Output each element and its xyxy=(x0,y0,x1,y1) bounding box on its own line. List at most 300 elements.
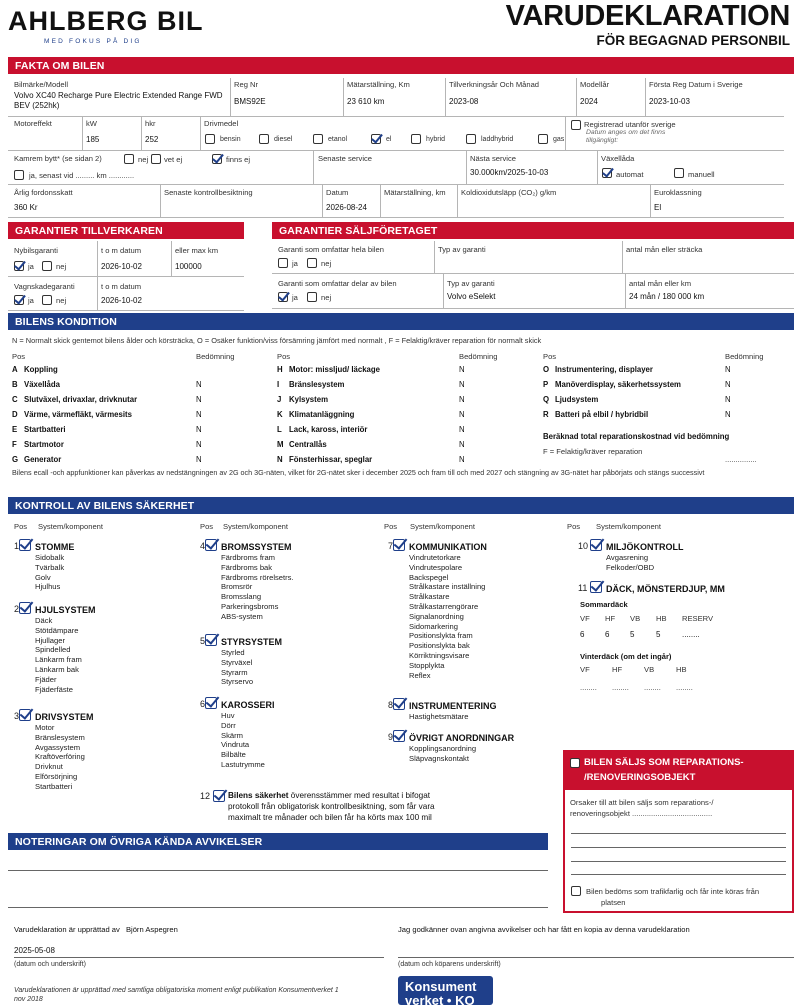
vagn-tom-value: 2026-10-02 xyxy=(101,296,142,305)
kondition-item-p xyxy=(543,380,681,389)
besiktning-datum-label: Datum xyxy=(326,188,349,197)
sak-7-title: KOMMUNIKATION xyxy=(409,542,487,552)
reparation-title1: BILEN SÄLJS SOM REPARATIONS- xyxy=(584,757,744,768)
sak-12-bold: Bilens säkerhet xyxy=(228,791,289,800)
euroklass-value: El xyxy=(654,203,662,212)
automat-label: automat xyxy=(616,170,644,179)
reparation-title2: /RENOVERINGSOBJEKT xyxy=(584,772,696,783)
sak-sys1: System/komponent xyxy=(38,522,103,531)
vagn-ja-checkbox[interactable] xyxy=(14,295,24,305)
garanti-saljforetaget-heading: GARANTIER SÄLJFÖRETAGET xyxy=(272,222,794,239)
vagnskade-label: Vagnskadegaranti xyxy=(14,282,75,291)
sak-4-item: Färdbroms fram xyxy=(221,553,276,562)
forsta-reg-value: 2023-10-03 xyxy=(649,97,690,106)
kondition-value-b: N xyxy=(196,380,202,389)
kondition-text: Startbatteri xyxy=(24,425,66,434)
kondition-value-m: N xyxy=(459,440,465,449)
kondition-value-f: N xyxy=(196,440,202,449)
kondition-letter: P xyxy=(543,380,549,389)
godkanner-text: Jag godkänner ovan angivna avvikelser och har fått en kopia av denna varudeklaration xyxy=(398,925,690,934)
sak-10-item: Felkoder/OBD xyxy=(606,562,655,572)
document-subtitle: FÖR BEGAGNAD PERSONBIL xyxy=(596,33,790,48)
regnr-value: BMS92E xyxy=(234,97,266,106)
kondition-value-q: N xyxy=(725,395,731,404)
trafikfarlig-checkbox[interactable] xyxy=(571,886,581,896)
sommardack-val-reserv: ........ xyxy=(682,630,700,639)
kondition-note: Bilens ecall -och appfunktioner kan påverkas av nedstängningen av 2G och 3G-näten, vilket för 2G-nätet sker i december 2025 och fram till och med 2027 och stängning av 3G-nätet har påbörjats och stängs successivt xyxy=(12,468,705,477)
kamrem-nej-checkbox[interactable] xyxy=(124,154,134,164)
besiktning-datum-value: 2026-08-24 xyxy=(326,203,367,212)
kondition-text: Kylsystem xyxy=(289,395,329,404)
matarstallning-value: 23 610 km xyxy=(347,97,385,106)
kondition-bed2: Bedömning xyxy=(459,352,498,361)
sommardack-val-hb: 5 xyxy=(656,630,661,639)
publikation-text1: Varudeklarationen är upprättad med samtliga obligatoriska moment enligt publikation Konsumentverket 1 xyxy=(14,987,339,994)
kondition-item-l xyxy=(277,425,367,434)
sak-5-checkbox[interactable] xyxy=(205,634,217,646)
sak-7-item: Strålkastare xyxy=(409,592,450,602)
sak-3-number: 3 xyxy=(14,711,20,721)
kondition-value-e: N xyxy=(196,425,202,434)
kondition-text: Motor: missljud/ läckage xyxy=(289,365,380,374)
sak-2-item: Hjullager xyxy=(35,635,65,645)
kondition-pos3: Pos xyxy=(543,352,557,361)
hela-ja-label: ja xyxy=(292,259,298,268)
kondition-letter: B xyxy=(12,380,18,389)
kondition-letter: I xyxy=(277,380,280,389)
datum-anges-note: Datum anges om det finns tillgängligt: xyxy=(586,129,666,144)
kv-line1: Konsument xyxy=(405,979,477,994)
kondition-pos2: Pos xyxy=(277,352,291,361)
hk-value: 252 xyxy=(145,135,159,144)
sak-1-checkbox[interactable] xyxy=(19,539,31,551)
manuell-label: manuell xyxy=(688,170,715,179)
kondition-letter: D xyxy=(12,410,18,419)
sommardack-col-hb: HB xyxy=(656,614,667,623)
vinterdack-col-vf: VF xyxy=(580,665,590,674)
sak-1-title: STOMME xyxy=(35,542,75,552)
sak-2-title: HJULSYSTEM xyxy=(35,605,96,615)
vinterdack-label: Vinterdäck (om det ingår) xyxy=(580,652,672,661)
publikation-text2: nov 2018 xyxy=(14,996,43,1003)
antal-man2-label: antal mån eller km xyxy=(629,279,692,288)
sak-4-checkbox[interactable] xyxy=(205,539,217,551)
fuel-bensin-checkbox[interactable] xyxy=(205,134,215,144)
upprattad-signature-line[interactable] xyxy=(14,957,384,958)
kondition-pos1: Pos xyxy=(12,352,26,361)
vinterdack-col-hb: HB xyxy=(676,665,687,674)
sak-2-item: Fjäder xyxy=(35,674,57,684)
kontrollbesiktning-label: Senaste kontrollbesiktning xyxy=(164,188,253,197)
total-kostnad-label: Beräknad total reparationskostnad vid bedömning xyxy=(543,432,730,441)
sak-8-item: Hastighetsmätare xyxy=(409,712,469,721)
kondition-item-h xyxy=(277,365,380,374)
model-label: Bilmärke/Modell xyxy=(14,80,69,89)
manuell-checkbox[interactable] xyxy=(674,168,684,178)
sak-10-item: Avgasrening xyxy=(606,553,649,562)
sakerhet-heading: KONTROLL AV BILENS SÄKERHET xyxy=(8,497,794,514)
kondition-value-n: N xyxy=(459,455,465,464)
vinterdack-col-vb: VB xyxy=(644,665,655,674)
kondition-letter: M xyxy=(277,440,284,449)
kondition-value-l: N xyxy=(459,425,465,434)
tillverkning-value: 2023-08 xyxy=(449,97,479,106)
sak-6-item: Lastutrymme xyxy=(221,760,265,769)
sak-3-checkbox[interactable] xyxy=(19,709,31,721)
vinterdack-val-hf: ........ xyxy=(612,683,629,692)
upprattad-text: Varudeklaration är upprättad av xyxy=(14,925,120,934)
sak-2-item: Spindelled xyxy=(35,645,71,655)
vinterdack-val-hb: ........ xyxy=(676,683,693,692)
vinterdack-val-vb: ........ xyxy=(644,683,661,692)
fuel-bensin-label: bensin xyxy=(220,136,241,143)
kondition-letter: Q xyxy=(543,395,550,404)
sak-3-item: Bränslesystem xyxy=(35,732,85,742)
sak-11-title: DÄCK, MÖNSTERDJUP, MM xyxy=(606,584,725,594)
section-fakta-heading: FAKTA OM BILEN xyxy=(8,57,794,74)
kondition-item-k xyxy=(277,410,354,419)
sak-7-item: Stopplykta xyxy=(409,660,445,670)
orsak-line-3 xyxy=(571,861,786,862)
sak-4-item: Parkeringsbroms xyxy=(221,602,279,611)
kondition-item-j xyxy=(277,395,328,404)
sak-5-title: STYRSYSTEM xyxy=(221,637,283,647)
reparation-checkbox[interactable] xyxy=(570,758,580,768)
registrerad-utanfor-label: Registrerad utanför sverige xyxy=(584,120,676,129)
fuel-diesel-checkbox[interactable] xyxy=(259,134,269,144)
regnr-label: Reg Nr xyxy=(234,80,259,89)
sak-3-item: Avgassystem xyxy=(35,742,81,752)
kondition-text: Värme, värmefläkt, värmesits xyxy=(24,410,132,419)
sak-pos2: Pos xyxy=(200,522,214,531)
sak-8-checkbox[interactable] xyxy=(393,698,405,710)
noteringar-line-2[interactable] xyxy=(8,907,548,908)
delar-ja-label: ja xyxy=(292,293,298,302)
delar-nej-checkbox[interactable] xyxy=(307,292,317,302)
nybilsgaranti-label: Nybilsgaranti xyxy=(14,246,58,255)
hela-nej-checkbox[interactable] xyxy=(307,258,317,268)
sak-1-number: 1 xyxy=(14,541,20,551)
kondition-letter: A xyxy=(12,365,18,374)
sak-7-item: Vindrutetorkare xyxy=(409,553,461,562)
kondition-text: Lack, kaross, interiör xyxy=(289,425,368,434)
sak-6-number: 6 xyxy=(200,699,206,709)
sak-4-item: Färdbroms rörelsetrs. xyxy=(221,572,294,582)
sak-7-item: Strålkastare inställning xyxy=(409,582,486,592)
kondition-item-q xyxy=(543,395,598,404)
typ-garanti-label: Typ av garanti xyxy=(438,245,486,254)
automat-checkbox[interactable] xyxy=(602,168,612,178)
kondition-letter: H xyxy=(277,365,283,374)
kondition-text: Startmotor xyxy=(24,440,64,449)
orsak-line-2 xyxy=(571,847,786,848)
sak-2-item: Fjäderfäste xyxy=(35,684,73,694)
fuel-hybrid-checkbox[interactable] xyxy=(411,134,421,144)
matarstallning2-label: Mätarställning, km xyxy=(384,188,446,197)
document-title: VARUDEKLARATION xyxy=(505,0,790,32)
kamrem-nej-label: nej xyxy=(138,155,149,164)
sak-12-text1 xyxy=(228,791,430,800)
kondition-text: Växellåda xyxy=(24,380,60,389)
registrerad-utanfor-checkbox[interactable] xyxy=(571,120,581,130)
kamrem-ja-checkbox[interactable] xyxy=(14,170,24,180)
kondition-value-p: N xyxy=(725,380,731,389)
upprattad-name: Björn Aspegren xyxy=(125,925,178,934)
sak-12-text3: maximalt tre månader och bilen får ha körts max 100 mil xyxy=(228,813,432,822)
kondition-item-c xyxy=(12,395,137,404)
sak-5-item: Styrled xyxy=(221,648,245,657)
logo-tagline: MED FOKUS PÅ DIG xyxy=(44,38,142,45)
delar-nej-label: nej xyxy=(321,293,332,302)
sak-6-item: Huv xyxy=(221,711,235,720)
orsak-label2: renoveringsobjekt ...................................... xyxy=(570,809,713,818)
senaste-service-label: Senaste service xyxy=(318,154,373,163)
trafikfarlig-label2: platsen xyxy=(601,898,626,907)
vaxellada-label: Växellåda xyxy=(601,154,635,163)
vagn-nej-checkbox[interactable] xyxy=(42,295,52,305)
sak-3-item: Drivknut xyxy=(35,762,63,772)
kondition-letter: E xyxy=(12,425,18,434)
kopare-underskrift-label: (datum och köparens underskrift) xyxy=(398,961,501,968)
delar-bilen-label: Garanti som omfattar delar av bilen xyxy=(278,279,397,288)
kondition-value-h: N xyxy=(459,365,465,374)
co2-label: Koldioxidutsläpp (CO₂) g/km xyxy=(461,188,557,197)
fuel-etanol-checkbox[interactable] xyxy=(313,134,323,144)
vinterdack-col-hf: HF xyxy=(612,665,623,674)
kamrem-ja-label: ja, senast vid ......... km ............ xyxy=(29,171,135,180)
sak-3-item: Elförsörjning xyxy=(35,772,78,781)
antal-man-label: antal mån eller sträcka xyxy=(626,245,703,254)
kondition-item-r xyxy=(543,410,648,419)
sak-pos4: Pos xyxy=(567,522,581,531)
orsak-label1: Orsaker till att bilen säljs som reparations-/ xyxy=(570,798,714,807)
sak-6-title: KAROSSERI xyxy=(221,700,275,710)
fuel-el-label: el xyxy=(386,136,392,143)
sak-2-number: 2 xyxy=(14,604,20,614)
orsak-line-1 xyxy=(571,833,786,834)
sak-9-title: ÖVRIGT ANORDNINGAR xyxy=(409,733,515,743)
kondition-letter: L xyxy=(277,425,282,434)
sak-4-item: ABS-system xyxy=(221,611,263,621)
fuel-gas-checkbox[interactable] xyxy=(538,134,548,144)
kondition-value-g: N xyxy=(196,455,202,464)
logo-text: AHLBERG BIL xyxy=(8,6,204,36)
hela-nej-label: nej xyxy=(321,259,332,268)
nybil-max-value: 100000 xyxy=(175,262,202,271)
sak-7-item: Positionslykta bak xyxy=(409,641,470,651)
kondition-value-o: N xyxy=(725,365,731,374)
typ-garanti2-value: Volvo eSelekt xyxy=(447,292,496,301)
sak-sys3: System/komponent xyxy=(410,522,475,531)
kondition-text: Bränslesystem xyxy=(289,380,345,389)
kondition-item-o xyxy=(543,365,653,374)
sak-sys2: System/komponent xyxy=(223,522,288,531)
sommardack-col-hf: HF xyxy=(605,614,616,623)
sak-7-number: 7 xyxy=(388,541,394,551)
kondition-letter: K xyxy=(277,410,283,419)
sak-5-number: 5 xyxy=(200,636,206,646)
kondition-legend: N = Normalt skick gentemot bilens ålder och körsträcka, O = Osäker funktion/viss försämring jämfört med normalt , F = Felaktig/kräver reparation för normalt skick xyxy=(12,336,542,345)
tillverkning-label: Tillverkningsår Och Månad xyxy=(449,80,540,89)
vinterdack-val-vf: ........ xyxy=(580,683,597,692)
kondition-letter: N xyxy=(277,455,283,464)
sak-11-checkbox[interactable] xyxy=(590,581,602,593)
kamrem-vetej-label: vet ej xyxy=(164,155,183,164)
reparation-box xyxy=(563,750,794,913)
sak-6-item: Dörr xyxy=(221,720,236,730)
kondition-letter: O xyxy=(543,365,550,374)
kondition-bed1: Bedömning xyxy=(196,352,235,361)
kondition-text: Klimatanläggning xyxy=(289,410,355,419)
orsak-line-4 xyxy=(571,874,786,875)
kondition-text: Slutväxel, drivaxlar, drivknutar xyxy=(24,395,138,404)
sak-6-item: Bilbälte xyxy=(221,750,246,760)
sak-12-checkbox[interactable] xyxy=(213,790,225,802)
kondition-item-i xyxy=(277,380,344,389)
hela-bilen-label: Garanti som omfattar hela bilen xyxy=(278,245,384,254)
nybil-nej-checkbox[interactable] xyxy=(42,261,52,271)
sak-6-checkbox[interactable] xyxy=(205,697,217,709)
sak-10-checkbox[interactable] xyxy=(590,539,602,551)
sak-2-item: Stötdämpare xyxy=(35,625,79,635)
kamrem-finnsej-label: finns ej xyxy=(226,155,251,164)
modellar-value: 2024 xyxy=(580,97,598,106)
fuel-gas-label: gas xyxy=(553,136,565,143)
sak-10-title: MILJÖKONTROLL xyxy=(606,542,684,552)
euroklass-label: Euroklassning xyxy=(654,188,702,197)
sak-3-item: Motor xyxy=(35,723,55,732)
sak-9-number: 9 xyxy=(388,732,394,742)
sak-9-item: Släpvagnskontakt xyxy=(409,753,469,763)
garanti-tillverkaren-heading: GARANTIER TILLVERKAREN xyxy=(8,222,244,239)
sak-2-item: Länkarm fram xyxy=(35,655,82,665)
sak-9-item: Kopplingsanordning xyxy=(409,744,477,753)
kondition-value-d: N xyxy=(196,410,202,419)
sak-1-item: Sidobalk xyxy=(35,553,65,562)
kondition-value-k: N xyxy=(459,410,465,419)
drivmedel-label: Drivmedel xyxy=(204,119,239,128)
kondition-item-e xyxy=(12,425,66,434)
sommardack-label: Sommardäck xyxy=(580,600,628,609)
sak-1-item: Hjulhus xyxy=(35,582,61,592)
fuel-laddhybrid-checkbox[interactable] xyxy=(466,134,476,144)
upprattad-datum: 2025-05-08 xyxy=(14,946,55,955)
kondition-item-g xyxy=(12,455,61,464)
upprattad-label xyxy=(14,925,178,934)
kondition-text: Manöverdisplay, säkerhetssystem xyxy=(555,380,681,389)
kondition-text: Instrumentering, displayer xyxy=(555,365,653,374)
kondition-letter: F xyxy=(12,440,17,449)
nybil-ja-label: ja xyxy=(28,262,34,271)
sak-8-title: INSTRUMENTERING xyxy=(409,701,497,711)
antal-man2-value: 24 mån / 180 000 km xyxy=(629,292,705,301)
konsumentverket-logo xyxy=(398,976,493,1005)
sak-7-item: Positionslykta fram xyxy=(409,631,473,641)
kondition-item-n xyxy=(277,455,372,464)
kamrem-finnsej-checkbox[interactable] xyxy=(212,154,222,164)
sak-7-item: Strålkastarrengörare xyxy=(409,602,479,611)
sak-7-item: Backspegel xyxy=(409,572,449,582)
kondition-value-i: N xyxy=(459,380,465,389)
sak-7-item: Signalanordning xyxy=(409,611,464,621)
kondition-value-j: N xyxy=(459,395,465,404)
f-felaktig-text: F = Felaktig/kräver reparation xyxy=(543,447,643,456)
kondition-item-f xyxy=(12,440,64,449)
kondition-text: Batteri på elbil / hybridbil xyxy=(555,410,649,419)
delar-ja-checkbox[interactable] xyxy=(278,292,288,302)
kondition-heading: BILENS KONDITION xyxy=(8,313,794,330)
vagn-tom-label: t o m datum xyxy=(101,282,142,291)
fuel-laddhybrid-label: laddhybrid xyxy=(481,136,514,143)
kondition-bed3: Bedömning xyxy=(725,352,764,361)
nybil-max-label: eller max km xyxy=(175,246,219,255)
noteringar-line-1[interactable] xyxy=(8,870,548,871)
kv-line2: verket • KO xyxy=(405,993,475,1005)
sak-5-item: Styrarm xyxy=(221,667,248,677)
sommardack-col-vf: VF xyxy=(580,614,590,623)
sak-12-text2: protokoll från obligatorisk kontrollbesiktning, som får vara xyxy=(228,802,435,811)
kopare-signature-line[interactable] xyxy=(398,957,794,958)
sommardack-val-vb: 5 xyxy=(630,630,635,639)
kondition-letter: C xyxy=(12,395,18,404)
kamrem-label: Kamrem bytt* (se sidan 2) xyxy=(14,154,102,163)
sak-2-checkbox[interactable] xyxy=(19,602,31,614)
sak-10-number: 10 xyxy=(578,541,589,551)
nybil-tom-label: t o m datum xyxy=(101,246,142,255)
kondition-item-b xyxy=(12,380,60,389)
vagn-nej-label: nej xyxy=(56,296,67,305)
sak-1-item: Golv xyxy=(35,572,51,582)
vagn-ja-label: ja xyxy=(28,296,34,305)
sak-4-title: BROMSSYSTEM xyxy=(221,542,292,552)
sak-7-item: Vindrutespolare xyxy=(409,562,463,572)
kondition-letter: J xyxy=(277,395,282,404)
sak-4-item: Bromsslang xyxy=(221,592,262,602)
noteringar-heading: NOTERINGAR OM ÖVRIGA KÄNDA AVVIKELSER xyxy=(8,833,548,850)
sak-8-number: 8 xyxy=(388,700,394,710)
fordonsskatt-value: 360 Kr xyxy=(14,203,38,212)
sak-pos1: Pos xyxy=(14,522,28,531)
sak-2-item: Däck xyxy=(35,616,53,625)
nybil-nej-label: nej xyxy=(56,262,67,271)
hela-ja-checkbox[interactable] xyxy=(278,258,288,268)
kw-value: 185 xyxy=(86,135,100,144)
sak-4-item: Färdbroms bak xyxy=(221,562,273,572)
kondition-text: Fönsterhissar, speglar xyxy=(289,455,373,464)
fuel-el-checkbox[interactable] xyxy=(371,134,381,144)
kondition-item-m xyxy=(277,440,327,449)
sak-6-item: Vindruta xyxy=(221,740,250,750)
sak-11-number: 11 xyxy=(578,583,588,593)
modellar-label: Modellår xyxy=(580,80,610,89)
sak-3-title: DRIVSYSTEM xyxy=(35,712,94,722)
sak-4-item: Bromsrör xyxy=(221,582,253,592)
nasta-service-value: 30.000km/2025-10-03 xyxy=(470,168,549,177)
kondition-letter: G xyxy=(12,455,19,464)
sak-7-item: Körriktningsvisare xyxy=(409,651,470,660)
nybil-ja-checkbox[interactable] xyxy=(14,261,24,271)
sommardack-val-vf: 6 xyxy=(580,630,585,639)
sak-4-number: 4 xyxy=(200,541,206,551)
total-kostnad-dots: ............... xyxy=(725,455,757,464)
sak-2-item: Länkarm bak xyxy=(35,665,79,674)
kamrem-vetej-checkbox[interactable] xyxy=(151,154,161,164)
kondition-item-d xyxy=(12,410,132,419)
sak-9-checkbox[interactable] xyxy=(393,730,405,742)
sommardack-val-hf: 6 xyxy=(605,630,610,639)
sak-7-checkbox[interactable] xyxy=(393,539,405,551)
trafikfarlig-label1: Bilen bedöms som trafikfarlig och får inte köras från xyxy=(586,887,760,896)
